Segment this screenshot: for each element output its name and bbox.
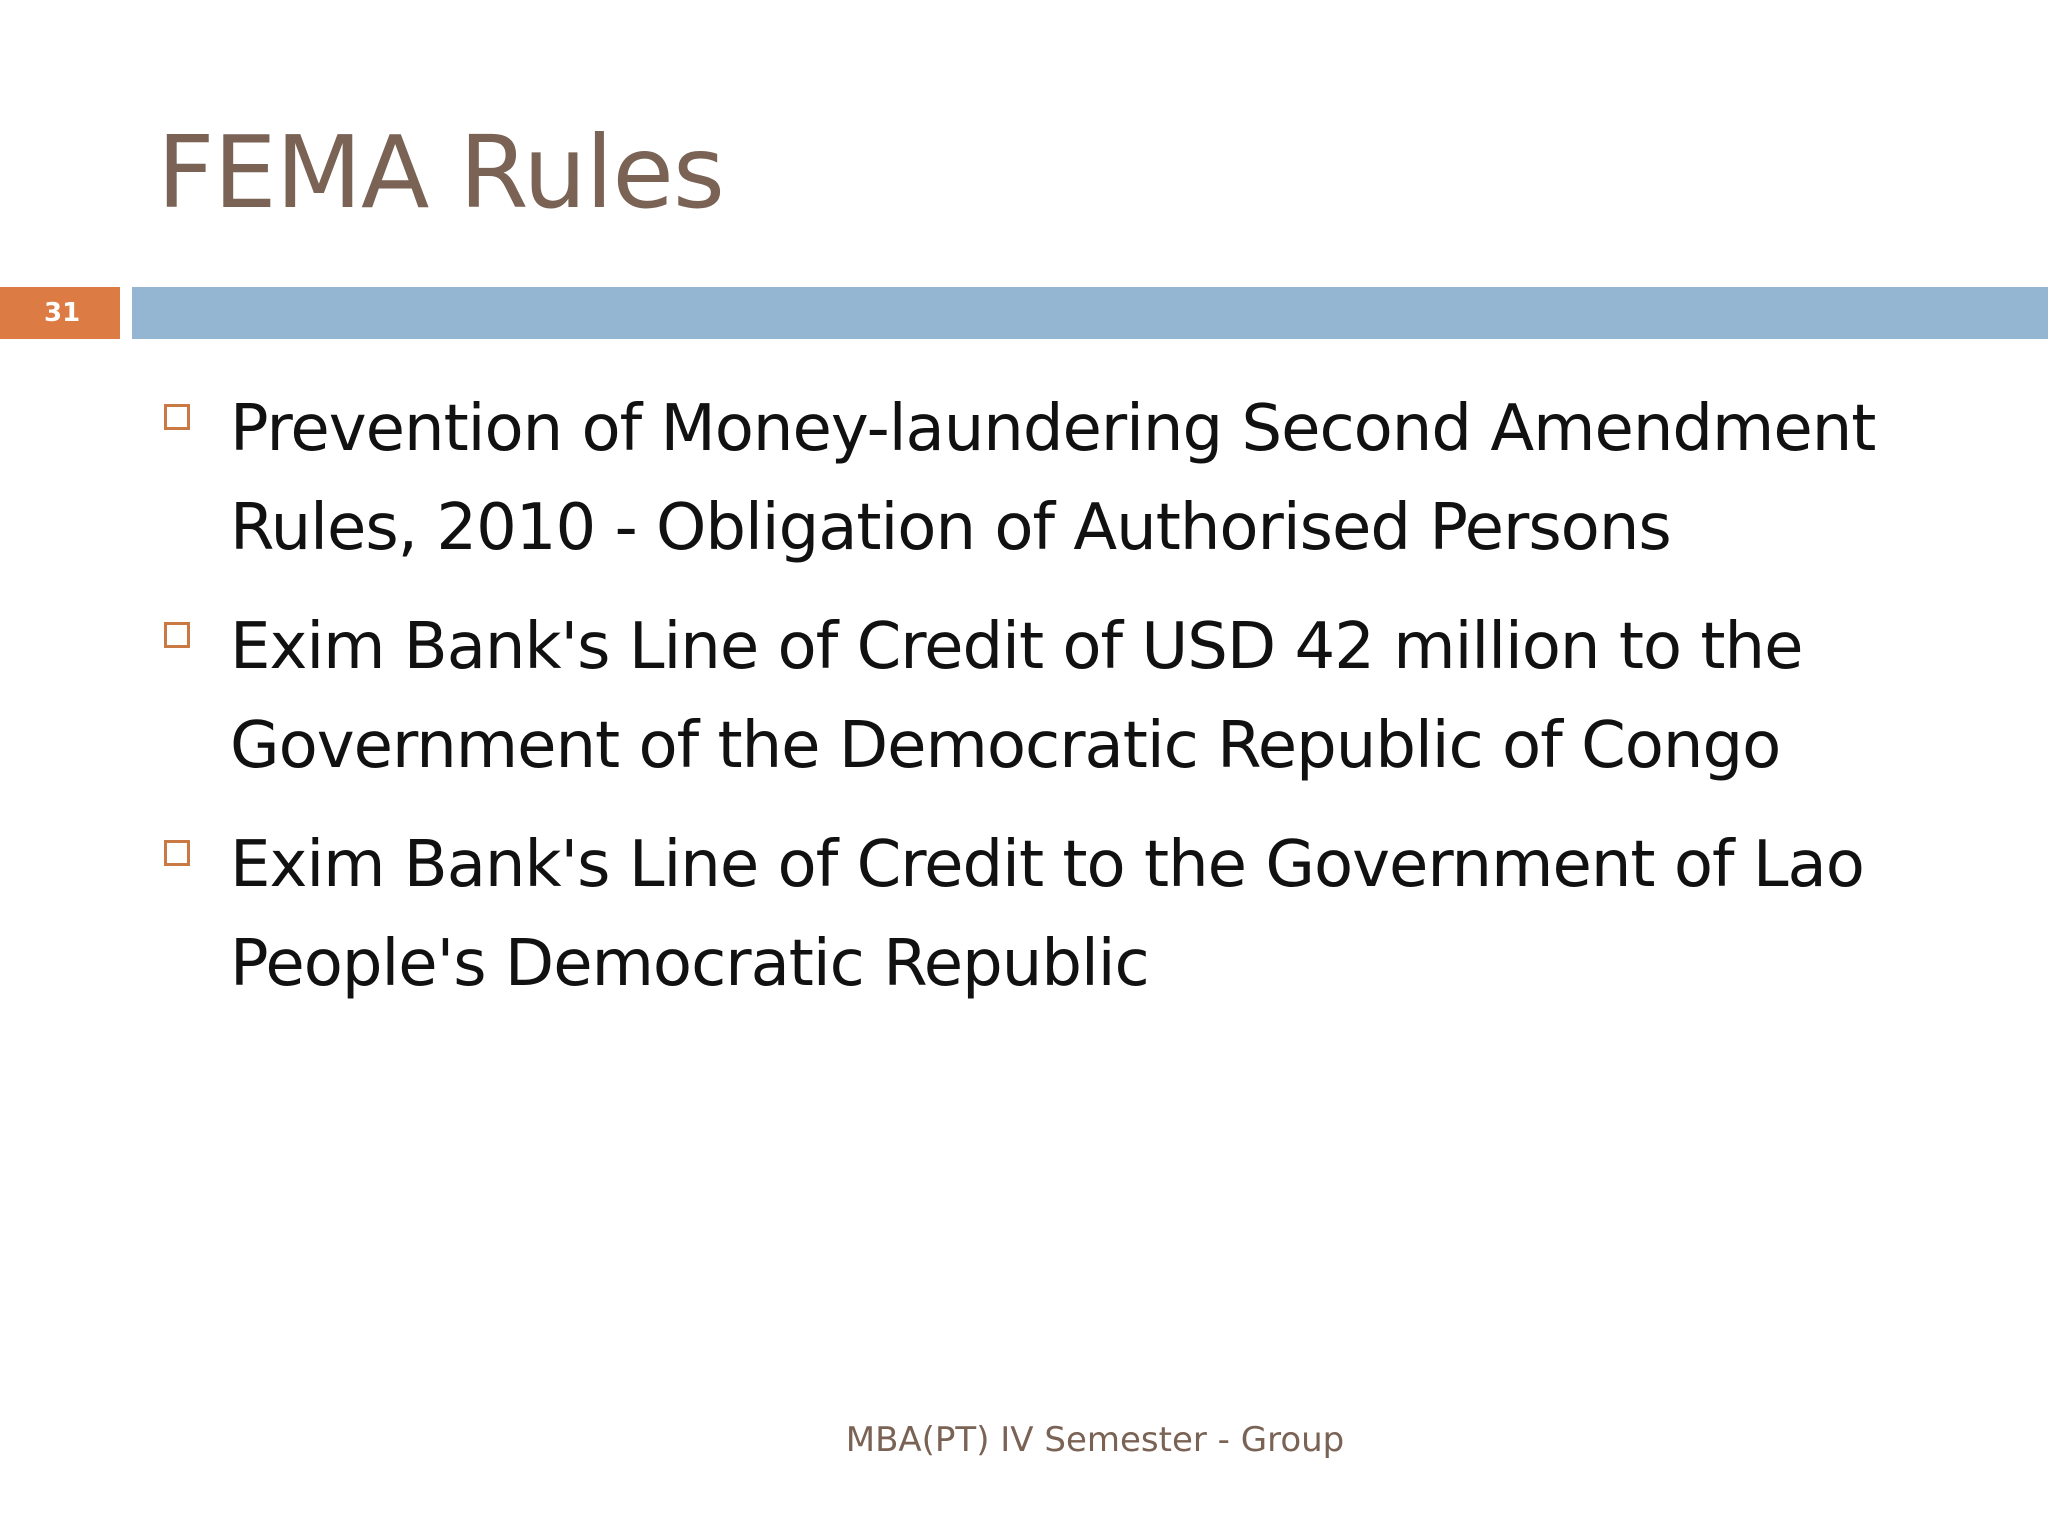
hollow-square-icon xyxy=(164,404,190,430)
bullet-text: Exim Bank's Line of Credit to the Government of Lao People's Democratic Republic xyxy=(230,828,1864,1001)
slide-title: FEMA Rules xyxy=(157,114,724,231)
slide-footer: MBA(PT) IV Semester - Group xyxy=(845,1420,1345,1460)
bullet-item xyxy=(160,598,1960,796)
slide-number-badge: 31 xyxy=(0,287,120,339)
title-accent-bar xyxy=(132,287,2048,339)
bullet-item xyxy=(160,816,1960,1014)
bullet-item xyxy=(160,380,1960,578)
hollow-square-icon xyxy=(164,622,190,648)
hollow-square-icon xyxy=(164,840,190,866)
bullet-text: Exim Bank's Line of Credit of USD 42 million to the Government of the Democratic Republic of Congo xyxy=(230,610,1803,783)
bullet-list xyxy=(160,380,1960,1034)
bullet-text: Prevention of Money-laundering Second Amendment Rules, 2010 - Obligation of Authorised Persons xyxy=(230,392,1876,565)
